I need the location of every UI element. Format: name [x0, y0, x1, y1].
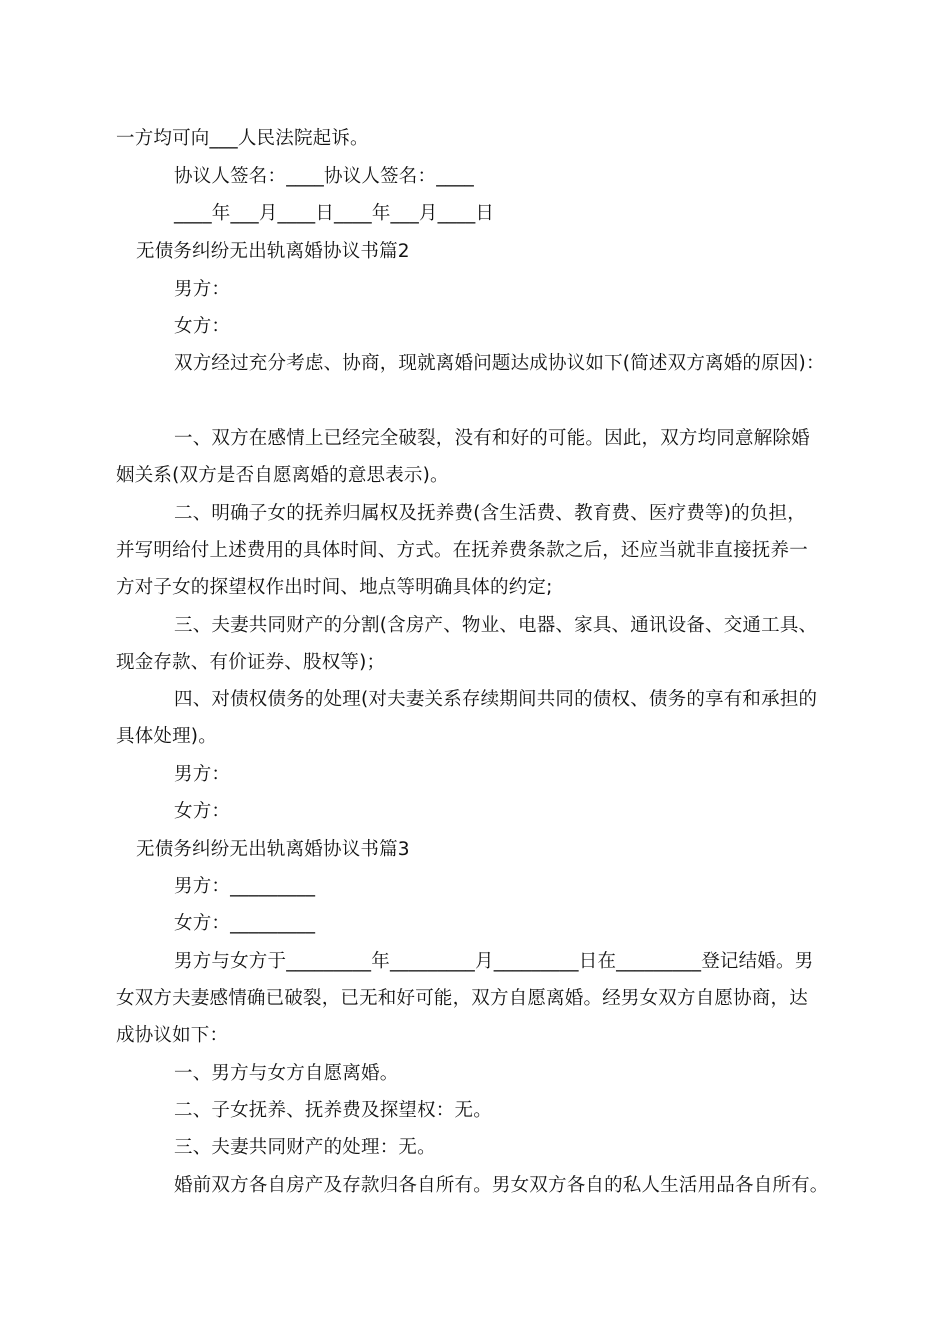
section-heading: 无债务纠纷无出轨离婚协议书篇3 — [136, 839, 410, 860]
text-line: 男方：_________ — [174, 876, 316, 897]
text-line: 女双方夫妻感情确已破裂，已无和好可能，双方自愿离婚。经男女双方自愿协商，达 — [116, 988, 808, 1009]
text-line: 三、夫妻共同财产的处理：无。 — [174, 1137, 436, 1158]
text-line: 一、双方在感情上已经完全破裂，没有和好的可能。因此，双方均同意解除婚 — [174, 428, 810, 449]
text-line: 现金存款、有价证券、股权等)； — [116, 652, 386, 673]
text-line: 男方： — [174, 764, 231, 785]
text-line: 女方： — [174, 316, 231, 337]
text-line: 并写明给付上述费用的具体时间、方式。在抚养费条款之后，还应当就非直接抚养一 — [116, 540, 808, 561]
text-line: 男方与女方于_________年_________月_________日在_________登记结婚。男 — [174, 951, 814, 972]
text-line: 一、男方与女方自愿离婚。 — [174, 1063, 399, 1084]
text-line: 二、明确子女的抚养归属权及抚养费(含生活费、教育费、医疗费等)的负担， — [174, 503, 806, 524]
text-line: 姻关系(双方是否自愿离婚的意思表示)。 — [116, 465, 449, 486]
text-line: 四、对债权债务的处理(对夫妻关系存续期间共同的债权、债务的享有和承担的 — [174, 689, 818, 710]
text-line: 三、夫妻共同财产的分割(含房产、物业、电器、家具、通讯设备、交通工具、 — [174, 615, 818, 636]
text-line: 成协议如下： — [116, 1025, 229, 1046]
text-line: 女方： — [174, 801, 231, 822]
text-line: 女方：_________ — [174, 913, 316, 934]
signature-line: 协议人签名：____协议人签名：____ — [174, 166, 475, 187]
date-line: ____年___月____日____年___月____日 — [174, 203, 495, 224]
text-line: 二、子女抚养、抚养费及探望权：无。 — [174, 1100, 492, 1121]
text-line: 婚前双方各自房产及存款归各自所有。男女双方各自的私人生活用品各自所有。 — [174, 1175, 829, 1196]
text-line: 男方： — [174, 279, 231, 300]
text-line: 双方经过充分考虑、协商，现就离婚问题达成协议如下(简述双方离婚的原因)： — [174, 353, 825, 374]
text-line: 一方均可向___人民法院起诉。 — [116, 128, 369, 149]
section-heading: 无债务纠纷无出轨离婚协议书篇2 — [136, 241, 410, 262]
text-line: 方对子女的探望权作出时间、地点等明确具体的约定; — [116, 577, 553, 598]
text-line: 具体处理)。 — [116, 726, 217, 747]
